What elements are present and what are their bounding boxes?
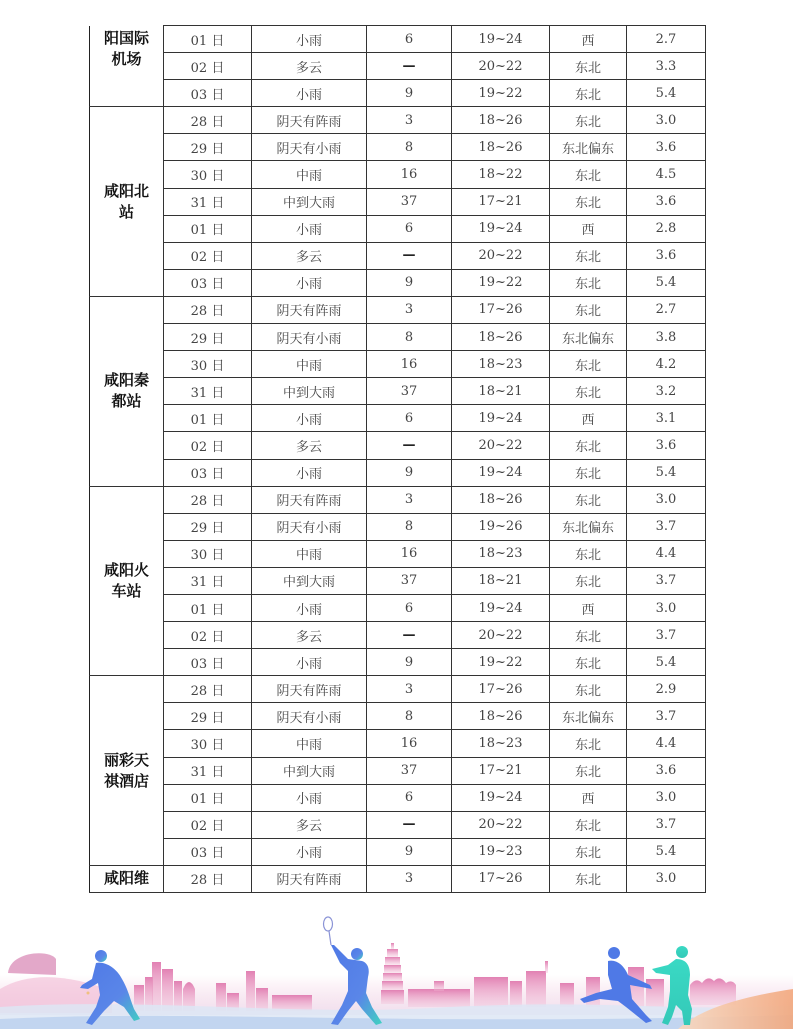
table-row xyxy=(90,784,706,811)
date-cell: 31 日 xyxy=(164,378,252,405)
temperature-cell: 18~21 xyxy=(452,378,550,405)
date-cell: 29 日 xyxy=(164,703,252,730)
weather-cell: 小雨 xyxy=(252,405,367,432)
date-cell: 28 日 xyxy=(164,865,252,892)
wind-speed-cell: 2.9 xyxy=(627,676,706,703)
date-cell: 01 日 xyxy=(164,215,252,242)
date-cell: 29 日 xyxy=(164,324,252,351)
precipitation-cell: 16 xyxy=(367,730,452,757)
date-cell: 30 日 xyxy=(164,540,252,567)
precipitation-cell: — xyxy=(367,811,452,838)
date-cell: 01 日 xyxy=(164,594,252,621)
table-row xyxy=(90,134,706,161)
weather-cell: 阴天有小雨 xyxy=(252,134,367,161)
wind-speed-cell: 4.5 xyxy=(627,161,706,188)
wind-direction-cell: 东北 xyxy=(550,296,627,323)
weather-cell: 小雨 xyxy=(252,80,367,107)
temperature-cell: 18~26 xyxy=(452,107,550,134)
location-cell xyxy=(90,107,164,297)
location-label-line: 咸阳维 xyxy=(103,869,149,888)
weather-cell: 小雨 xyxy=(252,215,367,242)
wind-speed-cell: 3.7 xyxy=(627,567,706,594)
date-cell: 28 日 xyxy=(164,676,252,703)
table-row xyxy=(90,757,706,784)
sports-city-banner xyxy=(0,909,793,1029)
precipitation-cell: 3 xyxy=(367,865,452,892)
location-cell xyxy=(90,296,164,486)
wind-speed-cell: 3.6 xyxy=(627,134,706,161)
wind-speed-cell: 2.7 xyxy=(627,26,706,53)
temperature-cell: 20~22 xyxy=(452,53,550,80)
date-cell: 01 日 xyxy=(164,405,252,432)
temperature-cell: 19~22 xyxy=(452,649,550,676)
weather-cell: 中到大雨 xyxy=(252,567,367,594)
weather-cell: 阴天有小雨 xyxy=(252,324,367,351)
location-label-line: 咸阳秦 xyxy=(103,371,149,390)
weather-cell: 阴天有小雨 xyxy=(252,513,367,540)
wind-direction-cell: 东北 xyxy=(550,865,627,892)
precipitation-cell: 8 xyxy=(367,324,452,351)
location-label-line: 丽彩天 xyxy=(103,750,149,769)
wind-direction-cell: 东北 xyxy=(550,161,627,188)
precipitation-cell: — xyxy=(367,622,452,649)
wind-direction-cell: 东北 xyxy=(550,730,627,757)
table-row xyxy=(90,378,706,405)
date-cell: 02 日 xyxy=(164,622,252,649)
temperature-cell: 18~26 xyxy=(452,486,550,513)
wind-direction-cell: 东北 xyxy=(550,80,627,107)
precipitation-cell: — xyxy=(367,53,452,80)
date-cell: 28 日 xyxy=(164,486,252,513)
wind-speed-cell: 3.0 xyxy=(627,107,706,134)
wind-direction-cell: 西 xyxy=(550,405,627,432)
wind-speed-cell: 3.6 xyxy=(627,188,706,215)
precipitation-cell: 8 xyxy=(367,513,452,540)
table-row xyxy=(90,269,706,296)
wind-speed-cell: 3.7 xyxy=(627,703,706,730)
date-cell: 03 日 xyxy=(164,80,252,107)
precipitation-cell: 3 xyxy=(367,486,452,513)
wind-direction-cell: 东北 xyxy=(550,540,627,567)
precipitation-cell: 37 xyxy=(367,567,452,594)
weather-cell: 多云 xyxy=(252,53,367,80)
weather-cell: 中到大雨 xyxy=(252,378,367,405)
weather-forecast-table xyxy=(89,25,706,893)
table-row xyxy=(90,161,706,188)
weather-cell: 多云 xyxy=(252,242,367,269)
table-row xyxy=(90,730,706,757)
wind-speed-cell: 3.6 xyxy=(627,432,706,459)
table-row xyxy=(90,351,706,378)
weather-cell: 中雨 xyxy=(252,351,367,378)
table-row xyxy=(90,324,706,351)
weather-cell: 多云 xyxy=(252,622,367,649)
weather-cell: 阴天有阵雨 xyxy=(252,296,367,323)
location-label-line: 站 xyxy=(118,202,134,221)
wind-speed-cell: 4.2 xyxy=(627,351,706,378)
date-cell: 03 日 xyxy=(164,838,252,865)
date-cell: 02 日 xyxy=(164,242,252,269)
date-cell: 02 日 xyxy=(164,53,252,80)
wind-speed-cell: 4.4 xyxy=(627,540,706,567)
precipitation-cell: 8 xyxy=(367,703,452,730)
location-cell xyxy=(90,26,164,107)
table-row xyxy=(90,649,706,676)
wind-speed-cell: 2.8 xyxy=(627,215,706,242)
date-cell: 28 日 xyxy=(164,107,252,134)
wind-direction-cell: 东北 xyxy=(550,107,627,134)
table-row xyxy=(90,215,706,242)
forecast-table-body xyxy=(90,26,706,893)
wind-direction-cell: 西 xyxy=(550,594,627,621)
wind-speed-cell: 3.8 xyxy=(627,324,706,351)
precipitation-cell: 6 xyxy=(367,784,452,811)
temperature-cell: 19~24 xyxy=(452,26,550,53)
weather-cell: 阴天有阵雨 xyxy=(252,676,367,703)
table-row xyxy=(90,567,706,594)
temperature-cell: 17~21 xyxy=(452,188,550,215)
location-label-line: 车站 xyxy=(111,581,142,600)
wind-speed-cell: 3.1 xyxy=(627,405,706,432)
location-label-line: 祺酒店 xyxy=(103,771,149,790)
wind-direction-cell: 东北 xyxy=(550,188,627,215)
location-label-line: 阳国际 xyxy=(103,28,149,47)
temperature-cell: 18~23 xyxy=(452,351,550,378)
temperature-cell: 17~26 xyxy=(452,865,550,892)
wind-speed-cell: 3.0 xyxy=(627,865,706,892)
wind-direction-cell: 东北 xyxy=(550,757,627,784)
wind-speed-cell: 3.6 xyxy=(627,757,706,784)
table-row xyxy=(90,296,706,323)
wind-direction-cell: 东北 xyxy=(550,459,627,486)
temperature-cell: 20~22 xyxy=(452,622,550,649)
precipitation-cell: 6 xyxy=(367,215,452,242)
precipitation-cell: 9 xyxy=(367,80,452,107)
location-label-line: 咸阳火 xyxy=(103,560,149,579)
wind-direction-cell: 东北偏东 xyxy=(550,324,627,351)
precipitation-cell: 3 xyxy=(367,676,452,703)
wind-speed-cell: 3.6 xyxy=(627,242,706,269)
table-row xyxy=(90,486,706,513)
table-row xyxy=(90,594,706,621)
temperature-cell: 18~23 xyxy=(452,730,550,757)
temperature-cell: 19~24 xyxy=(452,405,550,432)
precipitation-cell: 37 xyxy=(367,757,452,784)
weather-cell: 小雨 xyxy=(252,594,367,621)
precipitation-cell: 16 xyxy=(367,351,452,378)
precipitation-cell: — xyxy=(367,242,452,269)
temperature-cell: 18~22 xyxy=(452,161,550,188)
wind-direction-cell: 东北 xyxy=(550,351,627,378)
wind-speed-cell: 2.7 xyxy=(627,296,706,323)
wind-speed-cell: 4.4 xyxy=(627,730,706,757)
weather-cell: 阴天有阵雨 xyxy=(252,865,367,892)
pagoda-icon xyxy=(381,943,404,1004)
precipitation-cell: 37 xyxy=(367,378,452,405)
wind-speed-cell: 3.2 xyxy=(627,378,706,405)
table-row xyxy=(90,676,706,703)
date-cell: 03 日 xyxy=(164,459,252,486)
location-label-line: 咸阳北 xyxy=(103,181,149,200)
table-row xyxy=(90,865,706,892)
temperature-cell: 18~26 xyxy=(452,134,550,161)
wind-direction-cell: 西 xyxy=(550,784,627,811)
precipitation-cell: 6 xyxy=(367,594,452,621)
wind-direction-cell: 东北偏东 xyxy=(550,134,627,161)
temperature-cell: 19~26 xyxy=(452,513,550,540)
wind-direction-cell: 东北偏东 xyxy=(550,703,627,730)
date-cell: 01 日 xyxy=(164,784,252,811)
date-cell: 02 日 xyxy=(164,811,252,838)
temperature-cell: 20~22 xyxy=(452,432,550,459)
table-row xyxy=(90,405,706,432)
precipitation-cell: 9 xyxy=(367,838,452,865)
precipitation-cell: 3 xyxy=(367,296,452,323)
temperature-cell: 20~22 xyxy=(452,242,550,269)
wind-direction-cell: 东北 xyxy=(550,567,627,594)
weather-cell: 小雨 xyxy=(252,649,367,676)
wind-speed-cell: 3.0 xyxy=(627,594,706,621)
wind-speed-cell: 3.7 xyxy=(627,811,706,838)
date-cell: 03 日 xyxy=(164,649,252,676)
table-row xyxy=(90,53,706,80)
weather-cell: 中到大雨 xyxy=(252,757,367,784)
wind-direction-cell: 西 xyxy=(550,215,627,242)
weather-cell: 多云 xyxy=(252,811,367,838)
table-row xyxy=(90,188,706,215)
wind-speed-cell: 3.0 xyxy=(627,486,706,513)
wind-speed-cell: 5.4 xyxy=(627,838,706,865)
wind-speed-cell: 5.4 xyxy=(627,269,706,296)
temperature-cell: 17~21 xyxy=(452,757,550,784)
temperature-cell: 17~26 xyxy=(452,676,550,703)
location-label-line: 机场 xyxy=(111,49,142,68)
wind-direction-cell: 东北 xyxy=(550,649,627,676)
temperature-cell: 18~23 xyxy=(452,540,550,567)
wind-direction-cell: 东北 xyxy=(550,676,627,703)
table-row xyxy=(90,622,706,649)
table-row xyxy=(90,513,706,540)
date-cell: 31 日 xyxy=(164,188,252,215)
table-row xyxy=(90,242,706,269)
weather-cell: 小雨 xyxy=(252,838,367,865)
date-cell: 31 日 xyxy=(164,567,252,594)
table-row xyxy=(90,432,706,459)
weather-cell: 阴天有阵雨 xyxy=(252,486,367,513)
wind-direction-cell: 东北 xyxy=(550,378,627,405)
date-cell: 03 日 xyxy=(164,269,252,296)
weather-cell: 小雨 xyxy=(252,269,367,296)
precipitation-cell: 37 xyxy=(367,188,452,215)
wind-speed-cell: 5.4 xyxy=(627,459,706,486)
precipitation-cell: 16 xyxy=(367,540,452,567)
wind-direction-cell: 东北偏东 xyxy=(550,513,627,540)
location-cell xyxy=(90,676,164,866)
wind-direction-cell: 东北 xyxy=(550,53,627,80)
wind-direction-cell: 东北 xyxy=(550,622,627,649)
precipitation-cell: 3 xyxy=(367,107,452,134)
date-cell: 30 日 xyxy=(164,351,252,378)
temperature-cell: 19~24 xyxy=(452,784,550,811)
wind-speed-cell: 3.7 xyxy=(627,622,706,649)
date-cell: 30 日 xyxy=(164,161,252,188)
precipitation-cell: 9 xyxy=(367,649,452,676)
weather-cell: 中雨 xyxy=(252,161,367,188)
temperature-cell: 19~22 xyxy=(452,269,550,296)
table-row xyxy=(90,80,706,107)
date-cell: 01 日 xyxy=(164,26,252,53)
date-cell: 28 日 xyxy=(164,296,252,323)
weather-cell: 中雨 xyxy=(252,540,367,567)
date-cell: 30 日 xyxy=(164,730,252,757)
precipitation-cell: 6 xyxy=(367,405,452,432)
temperature-cell: 19~24 xyxy=(452,215,550,242)
wind-direction-cell: 东北 xyxy=(550,242,627,269)
precipitation-cell: — xyxy=(367,432,452,459)
location-cell xyxy=(90,865,164,892)
weather-cell: 小雨 xyxy=(252,459,367,486)
wind-direction-cell: 东北 xyxy=(550,269,627,296)
temperature-cell: 19~24 xyxy=(452,594,550,621)
precipitation-cell: 6 xyxy=(367,26,452,53)
temperature-cell: 18~21 xyxy=(452,567,550,594)
table-row xyxy=(90,703,706,730)
weather-cell: 小雨 xyxy=(252,26,367,53)
weather-cell: 阴天有小雨 xyxy=(252,703,367,730)
table-row xyxy=(90,26,706,53)
precipitation-cell: 8 xyxy=(367,134,452,161)
precipitation-cell: 9 xyxy=(367,459,452,486)
table-row xyxy=(90,838,706,865)
table-row xyxy=(90,107,706,134)
wind-direction-cell: 西 xyxy=(550,26,627,53)
wind-direction-cell: 东北 xyxy=(550,486,627,513)
temperature-cell: 18~26 xyxy=(452,324,550,351)
date-cell: 31 日 xyxy=(164,757,252,784)
weather-cell: 中到大雨 xyxy=(252,188,367,215)
wind-speed-cell: 3.0 xyxy=(627,784,706,811)
precipitation-cell: 16 xyxy=(367,161,452,188)
temperature-cell: 20~22 xyxy=(452,811,550,838)
wind-direction-cell: 东北 xyxy=(550,811,627,838)
weather-cell: 多云 xyxy=(252,432,367,459)
wind-speed-cell: 3.7 xyxy=(627,513,706,540)
wind-speed-cell: 3.3 xyxy=(627,53,706,80)
wind-direction-cell: 东北 xyxy=(550,838,627,865)
location-cell xyxy=(90,486,164,676)
table-row xyxy=(90,811,706,838)
wind-direction-cell: 东北 xyxy=(550,432,627,459)
date-cell: 29 日 xyxy=(164,513,252,540)
temperature-cell: 17~26 xyxy=(452,296,550,323)
precipitation-cell: 9 xyxy=(367,269,452,296)
table-row xyxy=(90,540,706,567)
weather-cell: 阴天有阵雨 xyxy=(252,107,367,134)
table-row xyxy=(90,459,706,486)
wind-speed-cell: 5.4 xyxy=(627,649,706,676)
wind-speed-cell: 5.4 xyxy=(627,80,706,107)
temperature-cell: 19~24 xyxy=(452,459,550,486)
temperature-cell: 19~22 xyxy=(452,80,550,107)
date-cell: 29 日 xyxy=(164,134,252,161)
location-label-line: 都站 xyxy=(111,392,142,411)
weather-cell: 小雨 xyxy=(252,784,367,811)
temperature-cell: 19~23 xyxy=(452,838,550,865)
date-cell: 02 日 xyxy=(164,432,252,459)
temperature-cell: 18~26 xyxy=(452,703,550,730)
weather-cell: 中雨 xyxy=(252,730,367,757)
